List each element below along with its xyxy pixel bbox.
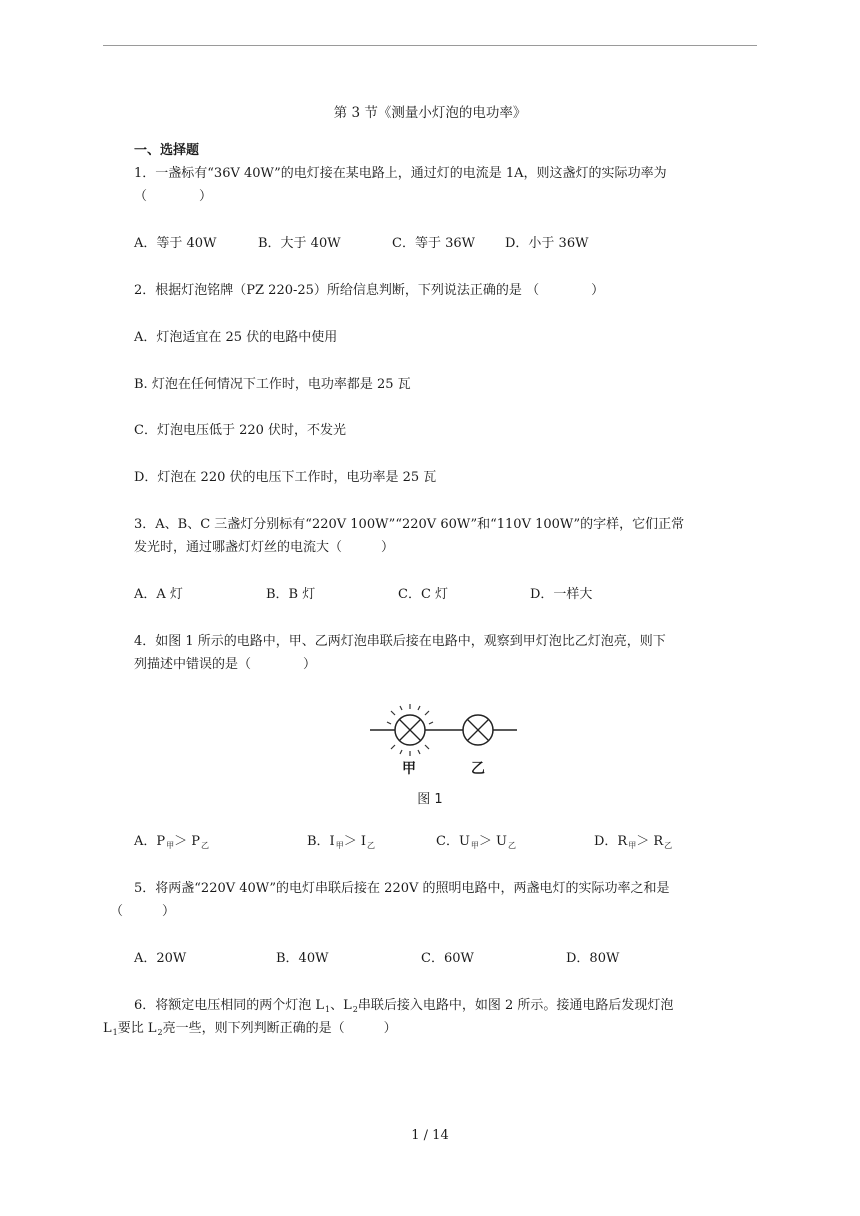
q4-option-b: B．$I_甲> I_乙$ xyxy=(307,834,375,850)
q3-stem-line2: 发光时，通过哪盏灯灯丝的电流大（ ） xyxy=(134,540,395,555)
q2-stem: 2．根据灯泡铭牌（PZ 220-25）所给信息判断，下列说法正确的是 （ ） xyxy=(134,283,605,298)
q6-stem-line1: 6．将额定电压相同的两个灯泡 $L_1$、$L_2$串联后接入电路中，如图 2 所示。接通电路后发现灯泡 xyxy=(134,998,674,1014)
q2-option-a: A．灯泡适宜在 25 伏的电路中使用 xyxy=(134,330,338,345)
header-rule xyxy=(103,45,757,46)
q4-option-d: D．$R_甲> R_乙$ xyxy=(594,834,673,850)
q4-stem-line1: 4．如图 1 所示的电路中，甲、乙两灯泡串联后接在电路中，观察到甲灯泡比乙灯泡亮，则下 xyxy=(134,634,666,649)
q5-option-a: A．20W xyxy=(134,951,187,966)
q3-option-a: A．A 灯 xyxy=(134,587,183,602)
q4-stem-line2: 列描述中错误的是（ ） xyxy=(134,657,317,672)
q3-option-d: D．一样大 xyxy=(530,587,593,602)
q1-option-c: C．等于 36W xyxy=(392,236,475,251)
q4-option-c: C．$U_甲> U_乙$ xyxy=(436,834,516,850)
lamp-yi-icon xyxy=(463,715,493,745)
q1-option-a: A．等于 40W xyxy=(134,236,217,251)
q1-option-d: D．小于 36W xyxy=(505,236,589,251)
q1-option-b: B．大于 40W xyxy=(258,236,341,251)
lamp-label-yi: 乙 xyxy=(471,761,485,777)
q5-option-d: D．80W xyxy=(566,951,620,966)
q1-stem-line2: （ ） xyxy=(134,189,213,204)
section-heading: 一、选择题 xyxy=(134,143,200,158)
q3-option-b: B．B 灯 xyxy=(266,587,316,602)
q5-option-c: C．60W xyxy=(421,951,474,966)
q4-option-a: A．$P_甲> P_乙$ xyxy=(134,834,210,850)
figure-caption: 图 1 xyxy=(417,792,443,807)
q2-option-c: C．灯泡电压低于 220 伏时，不发光 xyxy=(134,423,347,438)
q2-option-b: B. 灯泡在任何情况下工作时，电功率都是 25 瓦 xyxy=(134,377,411,392)
q3-option-c: C．C 灯 xyxy=(398,587,449,602)
q5-stem-line1: 5．将两盏“220V 40W”的电灯串联后接在 220V 的照明电路中，两盏电灯的实际功率之和是 xyxy=(134,881,670,896)
q6-stem-line2: $L_1$要比 $L_2$亮一些，则下列判断正确的是（ ） xyxy=(103,1021,397,1037)
page-number: 1 / 14 xyxy=(411,1128,449,1143)
page-title: 第 3 节《测量小灯泡的电功率》 xyxy=(333,105,527,121)
circuit-figure xyxy=(365,700,525,780)
lamp-label-jia: 甲 xyxy=(402,761,416,777)
q3-stem-line1: 3．A、B、C 三盏灯分别标有“220V 100W”“220V 60W”和“110V 100W”的字样，它们正常 xyxy=(134,517,685,532)
q2-option-d: D．灯泡在 220 伏的电压下工作时，电功率是 25 瓦 xyxy=(134,470,437,485)
q1-stem-line1: 1．一盏标有“36V 40W”的电灯接在某电路上，通过灯的电流是 1A，则这盏灯的实际功率为 xyxy=(134,166,667,181)
q5-option-b: B．40W xyxy=(276,951,329,966)
q5-stem-line2: （ ） xyxy=(110,904,176,919)
